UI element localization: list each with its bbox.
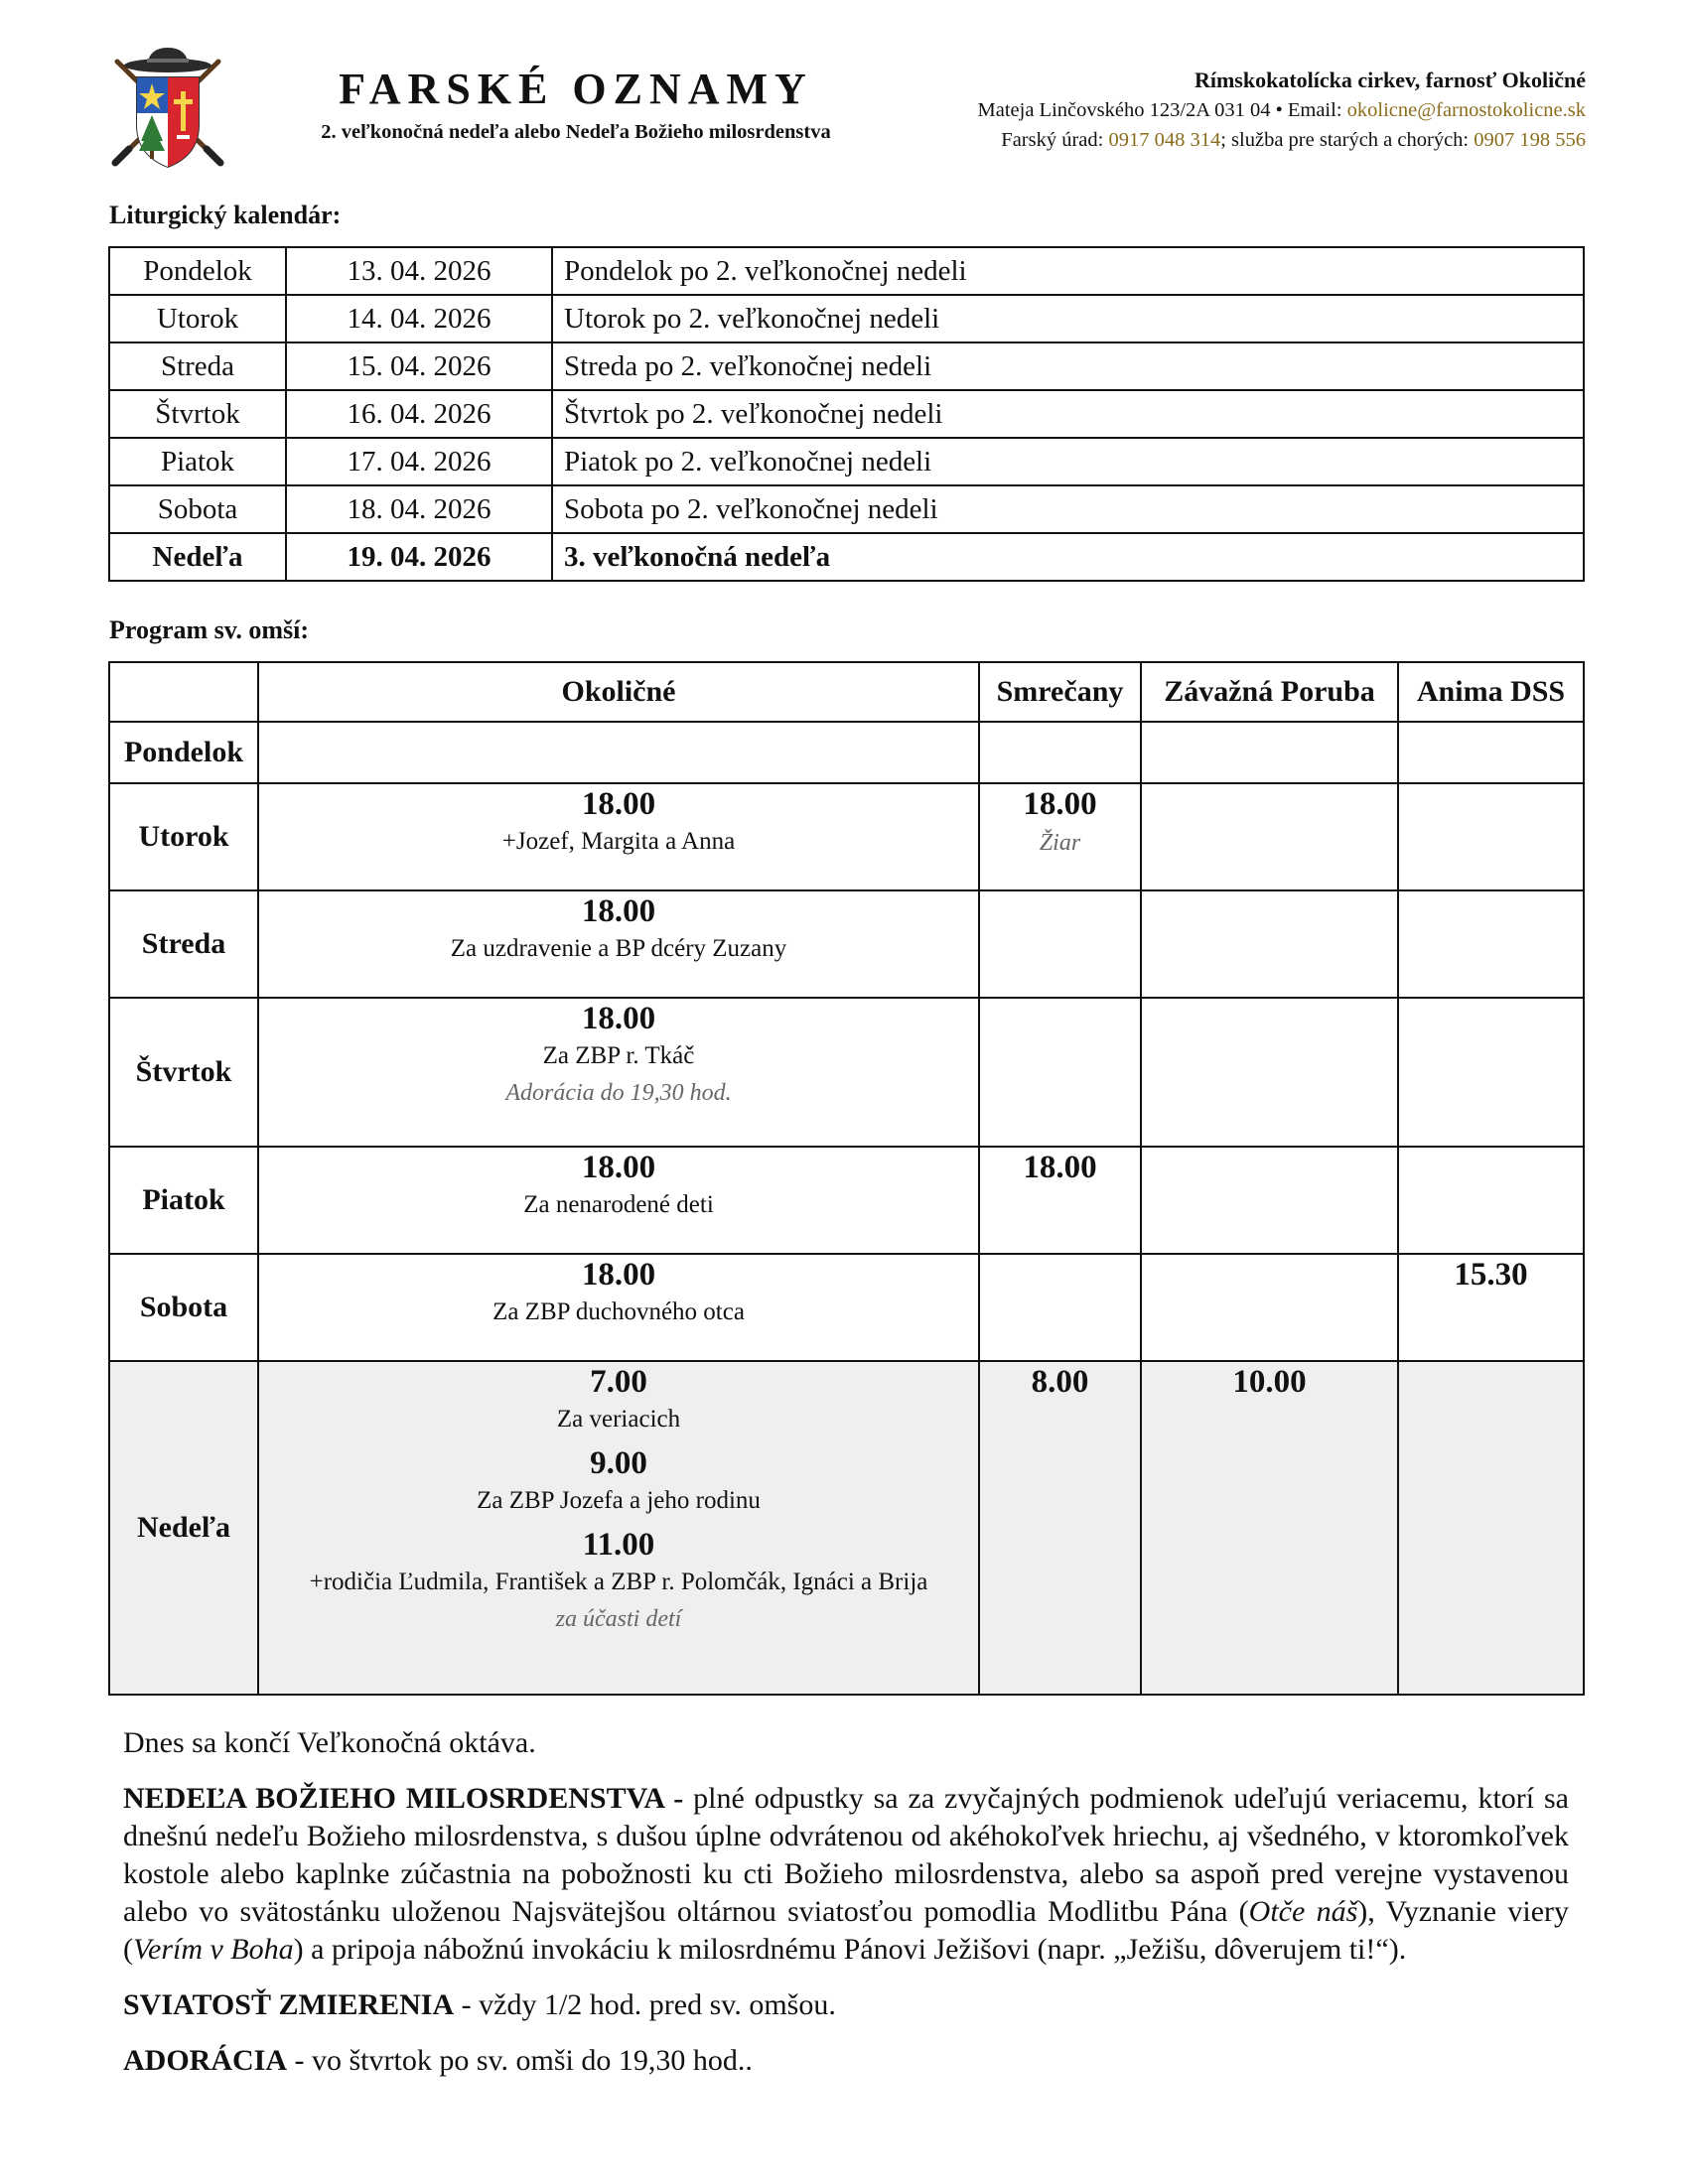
header-smrecany: Smrečany (979, 662, 1141, 722)
calendar-desc: Štvrtok po 2. veľkonočnej nedeli (552, 390, 1584, 438)
cell-anima-dss (1398, 1147, 1584, 1254)
cell-anima-dss (1398, 1254, 1584, 1361)
cell-okolicne (258, 783, 979, 890)
mass-note: Žiar (1039, 830, 1081, 856)
program-day: Piatok (109, 1147, 258, 1254)
calendar-day: Streda (109, 342, 286, 390)
cell-smrecany (979, 722, 1141, 783)
cell-smrecany (979, 998, 1141, 1147)
cell-anima-dss (1398, 1361, 1584, 1695)
calendar-row (109, 247, 1584, 295)
prayer-title: Otče náš (1248, 1895, 1358, 1928)
mass-time: 18.00 (581, 1001, 656, 1036)
program-row-utorok (109, 783, 1584, 890)
calendar-date: 13. 04. 2026 (286, 247, 552, 295)
mass-note: za účasti detí (555, 1606, 682, 1632)
program-row-piatok (109, 1147, 1584, 1254)
calendar-row (109, 342, 1584, 390)
program-day: Sobota (109, 1254, 258, 1361)
mass-intention: Za ZBP Jozefa a jeho rodinu (477, 1487, 761, 1514)
program-day: Pondelok (109, 722, 258, 783)
parish-address-line (871, 95, 1586, 125)
calendar-date: 15. 04. 2026 (286, 342, 552, 390)
cell-zavazna-poruba (1141, 998, 1398, 1147)
cell-zavazna-poruba (1141, 722, 1398, 783)
calendar-date: 18. 04. 2026 (286, 485, 552, 533)
announcement-heading: ADORÁCIA (123, 2044, 287, 2077)
cell-anima-dss (1398, 783, 1584, 890)
cell-smrecany (979, 1147, 1141, 1254)
page-subtitle: 2. veľkonočná nedeľa alebo Nedeľa Božieho milosrdenstva (321, 121, 831, 143)
mass-intention: Za veriacich (556, 1406, 681, 1433)
cell-anima-dss (1398, 998, 1584, 1147)
calendar-row (109, 438, 1584, 485)
cell-zavazna-poruba (1141, 1254, 1398, 1361)
program-day: Streda (109, 890, 258, 998)
calendar-date: 14. 04. 2026 (286, 295, 552, 342)
mass-time: 18.00 (1023, 1150, 1097, 1185)
calendar-desc: Utorok po 2. veľkonočnej nedeli (552, 295, 1584, 342)
mass-time: 15.30 (1454, 1257, 1528, 1293)
calendar-row-sunday (109, 533, 1584, 581)
calendar-desc: Pondelok po 2. veľkonočnej nedeli (552, 247, 1584, 295)
mass-time: 7.00 (590, 1364, 647, 1400)
header-title-block (278, 66, 874, 144)
program-row-stvrtok (109, 998, 1584, 1147)
announcement-text: - vždy 1/2 hod. pred sv. omšou. (454, 1988, 836, 2021)
office-label: Farský úrad: (1001, 129, 1109, 151)
mass-program-table (108, 661, 1585, 1696)
announcement-text: - vo štvrtok po sv. omši do 19,30 hod.. (287, 2044, 753, 2077)
program-day: Utorok (109, 783, 258, 890)
cell-anima-dss (1398, 890, 1584, 998)
program-row-nedela (109, 1361, 1584, 1695)
announcement-heading: SVIATOSŤ ZMIERENIA (123, 1988, 455, 2021)
announcement-confession (123, 1986, 1569, 2024)
mass-intention: +rodičia Ľudmila, František a ZBP r. Polomčák, Ignáci a Brija (309, 1569, 928, 1595)
program-row-streda (109, 890, 1584, 998)
calendar-desc: 3. veľkonočná nedeľa (552, 533, 1584, 581)
page-title: FARSKÉ OZNAMY (339, 65, 813, 113)
program-day: Štvrtok (109, 998, 258, 1147)
mass-time: 18.00 (581, 786, 656, 822)
parish-contact-block (871, 66, 1586, 155)
calendar-desc: Piatok po 2. veľkonočnej nedeli (552, 438, 1584, 485)
calendar-day: Pondelok (109, 247, 286, 295)
program-row-pondelok (109, 722, 1584, 783)
cell-okolicne (258, 890, 979, 998)
prayer-title: Verím v Boha (133, 1933, 294, 1966)
mass-time: 9.00 (590, 1445, 647, 1481)
cell-zavazna-poruba (1141, 783, 1398, 890)
header-anima-dss: Anima DSS (1398, 662, 1584, 722)
mass-intention: Za uzdravenie a BP dcéry Zuzany (450, 935, 787, 962)
calendar-date: 17. 04. 2026 (286, 438, 552, 485)
program-row-sobota (109, 1254, 1584, 1361)
program-day: Nedeľa (109, 1361, 258, 1695)
mass-time: 18.00 (581, 1257, 656, 1293)
service-label: ; služba pre starých a chorých: (1220, 129, 1475, 151)
cell-okolicne (258, 1254, 979, 1361)
mass-time: 10.00 (1232, 1364, 1307, 1400)
announcement-heading: NEDEĽA BOŽIEHO MILOSRDENSTVA - (123, 1782, 684, 1815)
cell-smrecany (979, 783, 1141, 890)
service-phone-link[interactable]: 0907 198 556 (1474, 129, 1586, 151)
calendar-row (109, 485, 1584, 533)
calendar-row (109, 390, 1584, 438)
cell-zavazna-poruba (1141, 1361, 1398, 1695)
cell-anima-dss (1398, 722, 1584, 783)
mass-note: Adorácia do 19,30 hod. (505, 1080, 732, 1106)
liturgical-calendar-table (108, 246, 1585, 582)
calendar-day: Utorok (109, 295, 286, 342)
office-phone-link[interactable]: 0917 048 314 (1108, 129, 1221, 151)
mass-intention: Za ZBP duchovného otca (492, 1298, 745, 1325)
program-header-row (109, 662, 1584, 722)
cell-smrecany (979, 1361, 1141, 1695)
announcement-adoration (123, 2042, 1569, 2080)
calendar-date: 16. 04. 2026 (286, 390, 552, 438)
announcement-text: ), Vyznanie viery ( (123, 1895, 1569, 1966)
calendar-day: Sobota (109, 485, 286, 533)
announcement-octave: Dnes sa končí Veľkonočná oktáva. (123, 1726, 536, 1759)
calendar-label: Liturgický kalendár: (109, 201, 342, 229)
cell-okolicne (258, 1361, 979, 1695)
announcement-divine-mercy (123, 1780, 1569, 1969)
program-label: Program sv. omší: (109, 615, 309, 644)
parish-coat-of-arms-icon (107, 44, 228, 173)
cell-zavazna-poruba (1141, 890, 1398, 998)
announcements (123, 1724, 1569, 2080)
mass-time: 11.00 (582, 1527, 655, 1563)
cell-okolicne (258, 998, 979, 1147)
cell-okolicne (258, 1147, 979, 1254)
email-link[interactable]: okolicne@farnostokolicne.sk (1346, 99, 1586, 121)
announcement-text: plné odpustky sa za zvyčajných podmienok udeľujú veriacemu, ktorí sa dnešnú nedeľu Božieho milosrdenstva, s dušou úplne odvrátenou od akéhokoľvek hriechu, aj všedného, v ktoromkoľvek kostole alebo kaplnke zúčastnia na pobožnosti ku cti Božieho milosrdenstva, alebo sa aspoň pred verejne vystavenou alebo vo svätostánku uloženou Najsvätejšou oltárnou sviatosťou pomodlia Modlitbu Pána ( (123, 1782, 1569, 1928)
cell-okolicne (258, 722, 979, 783)
calendar-date: 19. 04. 2026 (286, 533, 552, 581)
calendar-desc: Streda po 2. veľkonočnej nedeli (552, 342, 1584, 390)
mass-intention: Za ZBP r. Tkáč (542, 1042, 695, 1069)
parish-phone-line (871, 125, 1586, 155)
header-okolicne: Okoličné (258, 662, 979, 722)
mass-time: 18.00 (1023, 786, 1097, 822)
announcement-text: ) a pripoja nábožnú invokáciu k milosrdnému Pánovi Ježišovi (napr. „Ježišu, dôverujem ti!“). (293, 1933, 1407, 1966)
cell-zavazna-poruba (1141, 1147, 1398, 1254)
mass-time: 18.00 (581, 1150, 656, 1185)
header-empty (109, 662, 258, 722)
calendar-day: Piatok (109, 438, 286, 485)
mass-intention: Za nenarodené deti (523, 1191, 714, 1218)
cell-smrecany (979, 890, 1141, 998)
calendar-row (109, 295, 1584, 342)
calendar-desc: Sobota po 2. veľkonočnej nedeli (552, 485, 1584, 533)
mass-time: 8.00 (1031, 1364, 1089, 1400)
header-zavazna-poruba: Závažná Poruba (1141, 662, 1398, 722)
calendar-day: Nedeľa (109, 533, 286, 581)
mass-time: 18.00 (581, 893, 656, 929)
parish-name: Rímskokatolícka cirkev, farnosť Okoličné (1194, 68, 1586, 92)
cell-smrecany (979, 1254, 1141, 1361)
calendar-day: Štvrtok (109, 390, 286, 438)
address-text: Mateja Linčovského 123/2A 031 04 • Email: (977, 99, 1347, 121)
mass-intention: +Jozef, Margita a Anna (501, 828, 736, 855)
